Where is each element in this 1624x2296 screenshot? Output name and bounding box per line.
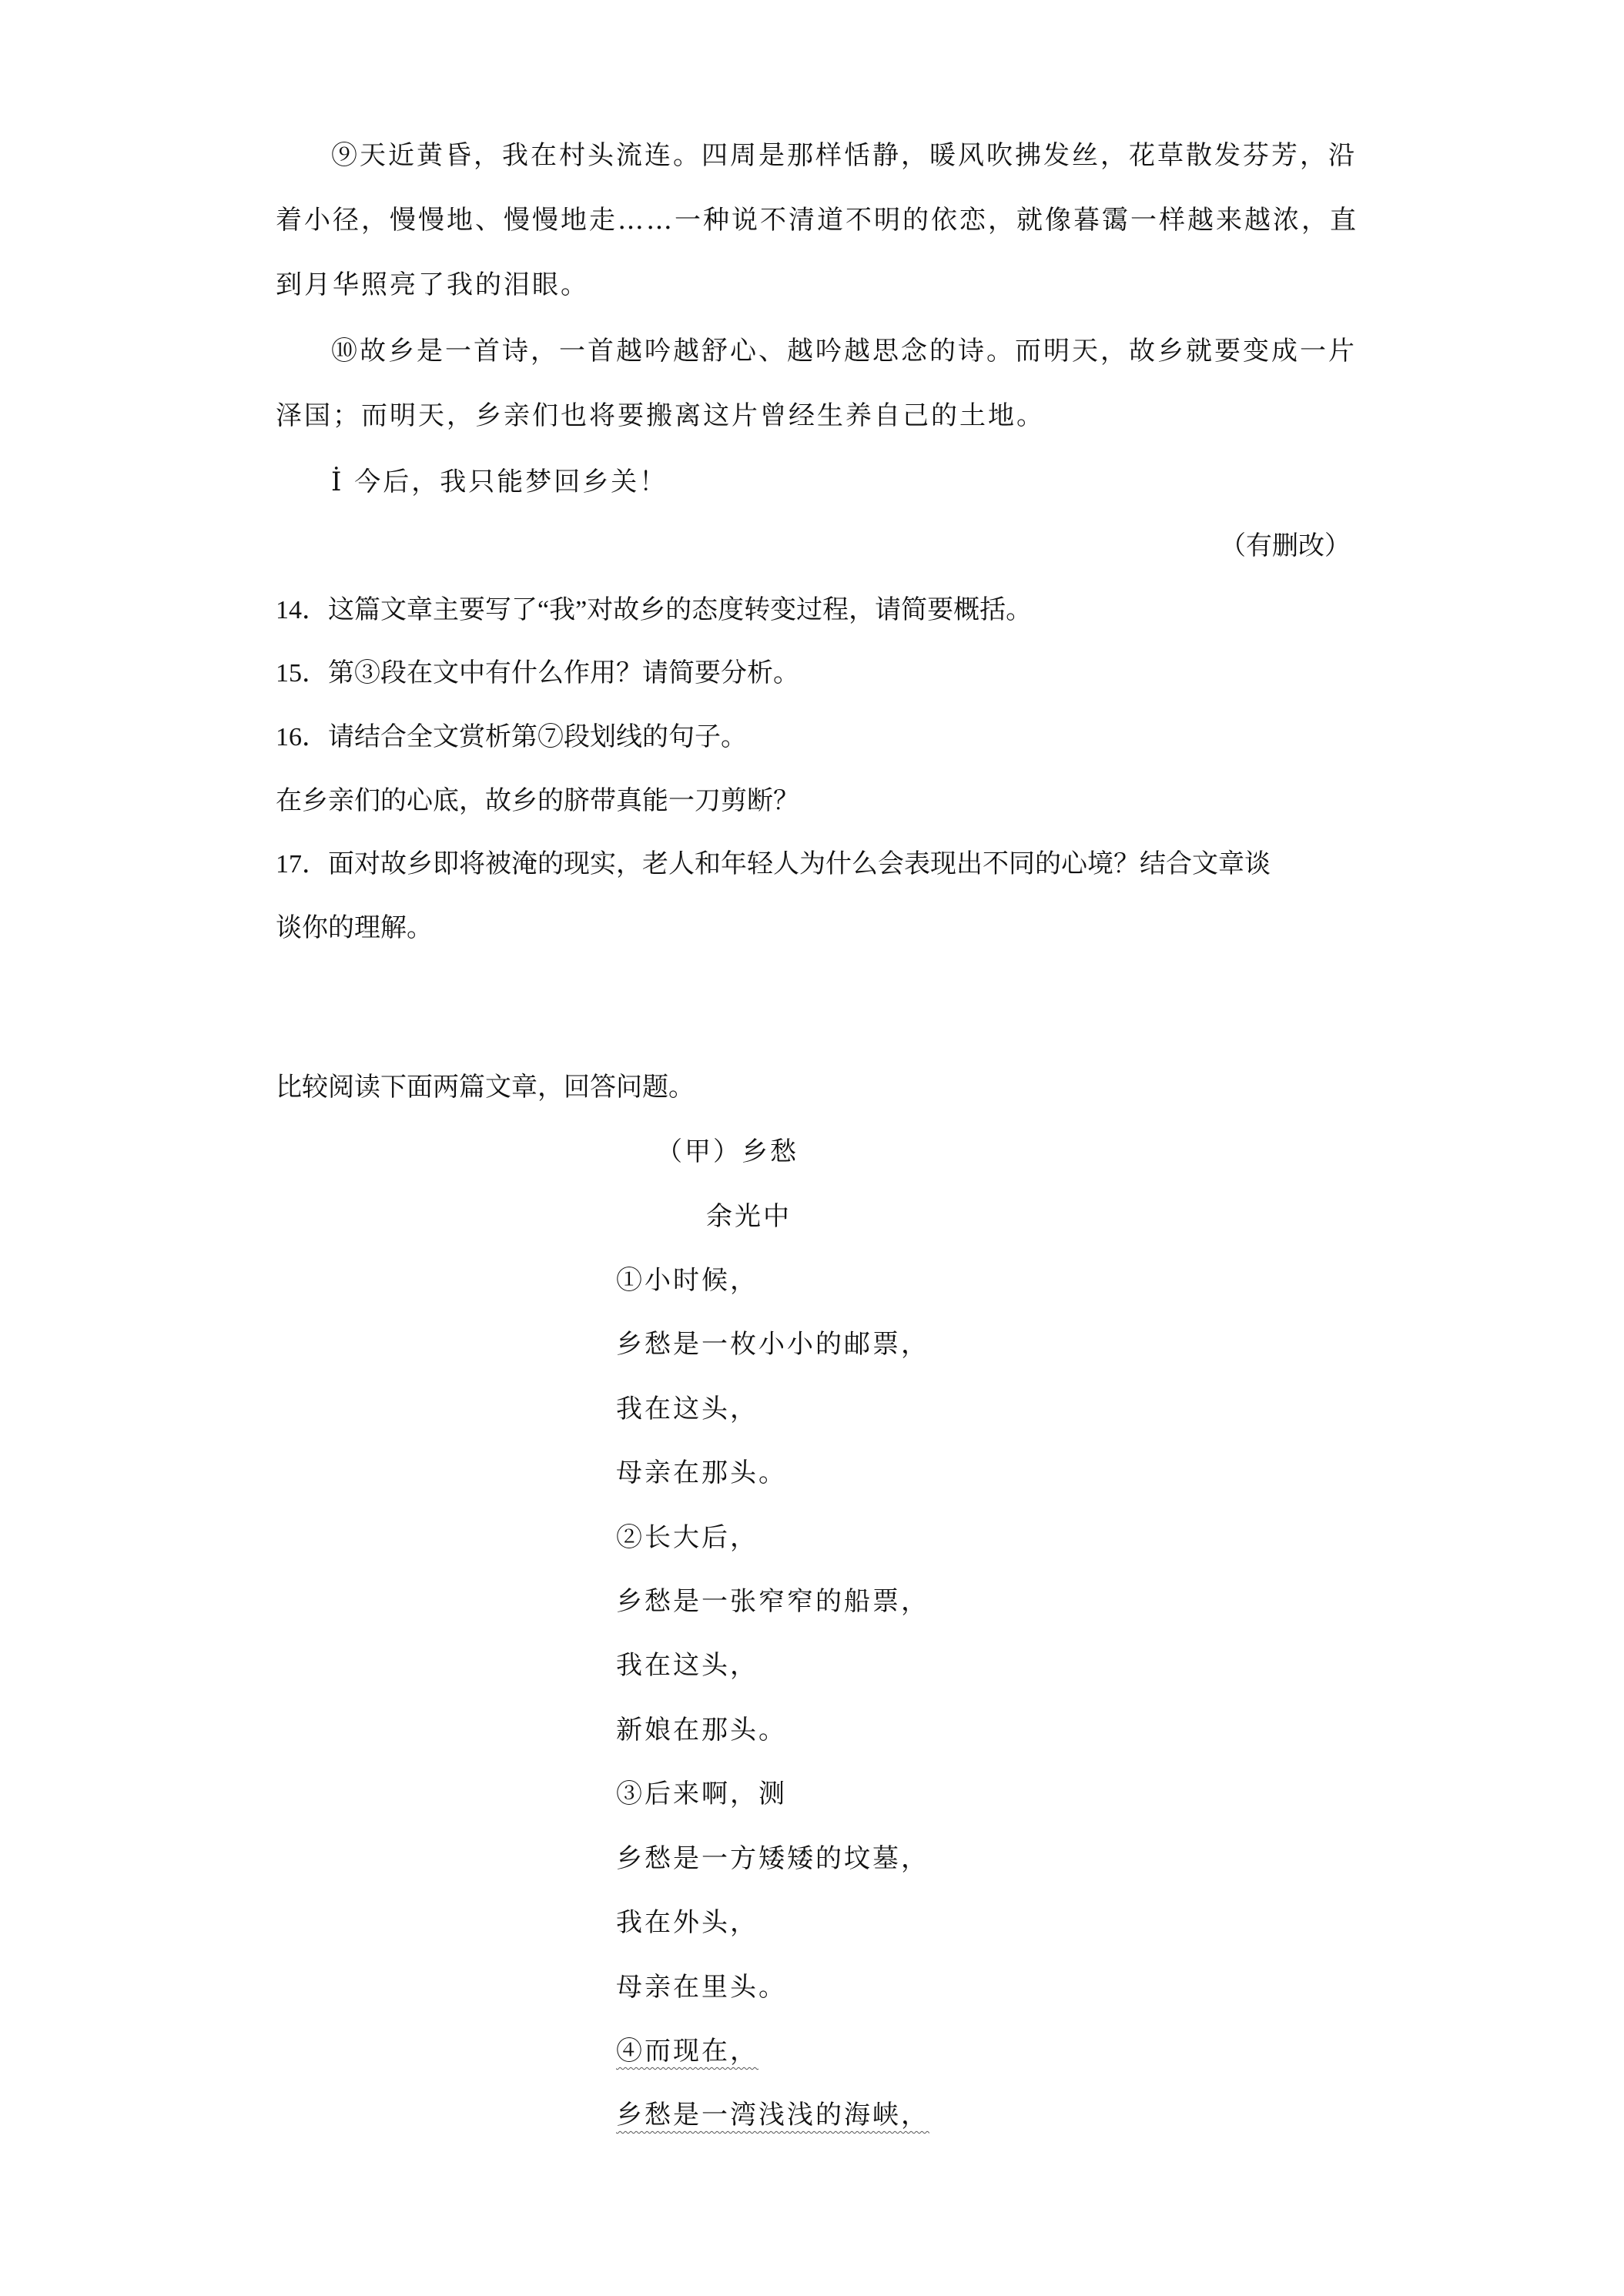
poem-line: 我在这头， <box>616 1394 758 1424</box>
poem-line: 乡愁是一张窄窄的船票， <box>616 1586 929 1617</box>
question-17-line2: 谈你的理解。 <box>276 914 433 942</box>
poem-line: 母亲在里头。 <box>616 1972 787 2003</box>
passage-p9-line3: 到月华照亮了我的泪眼。 <box>276 269 589 300</box>
section2-instruction: 比较阅读下面两篇文章，回答问题。 <box>276 1073 695 1102</box>
passage-p10-line1: ⑩故乡是一首诗，一首越吟越舒心、越吟越思念的诗。而明天，故乡就要变成一片 <box>331 336 1357 366</box>
passage-p11: İ 今后，我只能梦回乡关！ <box>331 467 668 497</box>
poem-title: （甲）乡愁 <box>656 1136 799 1167</box>
passage-source-note: （有删改） <box>1220 532 1351 561</box>
poem-line: 乡愁是一枚小小的邮票， <box>616 1329 929 1360</box>
poem-line: 我在这头， <box>616 1650 758 1681</box>
poem-line: 母亲在那头。 <box>616 1458 787 1488</box>
poem-line: 新娘在那头。 <box>616 1715 787 1745</box>
question-15: 15．第③段在文中有什么作用？请简要分析。 <box>276 659 799 688</box>
question-16-quote: 在乡亲们的心底，故乡的脐带真能一刀剪断？ <box>276 787 799 815</box>
poem-line: 乡愁是一方矮矮的坟墓， <box>616 1843 929 1874</box>
question-17-line1: 17．面对故乡即将被淹的现实，老人和年轻人为什么会表现出不同的心境？结合文章谈 <box>276 850 1271 879</box>
poem-line: ①小时候， <box>616 1265 758 1296</box>
poem-line: ③后来啊，测 <box>616 1779 787 1809</box>
poem-author: 余光中 <box>706 1201 792 1232</box>
poem-line-underlined: ④而现在， <box>616 2036 758 2067</box>
passage-p9-line2: 着小径，慢慢地、慢慢地走……一种说不清道不明的依恋，就像暮霭一样越来越浓，直 <box>276 205 1358 236</box>
poem-line-underlined: 乡愁是一湾浅浅的海峡， <box>616 2100 929 2130</box>
question-14: 14．这篇文章主要写了“我”对故乡的态度转变过程，请简要概括。 <box>276 596 1033 624</box>
passage-p9-line1: ⑨天近黄昏，我在村头流连。四周是那样恬静，暖风吹拂发丝，花草散发芬芳，沿 <box>331 140 1357 171</box>
poem-line: 我在外头， <box>616 1907 758 1938</box>
passage-p10-line2: 泽国；而明天，乡亲们也将要搬离这片曾经生养自己的土地。 <box>276 400 1045 431</box>
poem-line: ②长大后， <box>616 1522 758 1553</box>
question-16: 16．请结合全文赏析第⑦段划线的句子。 <box>276 723 747 751</box>
